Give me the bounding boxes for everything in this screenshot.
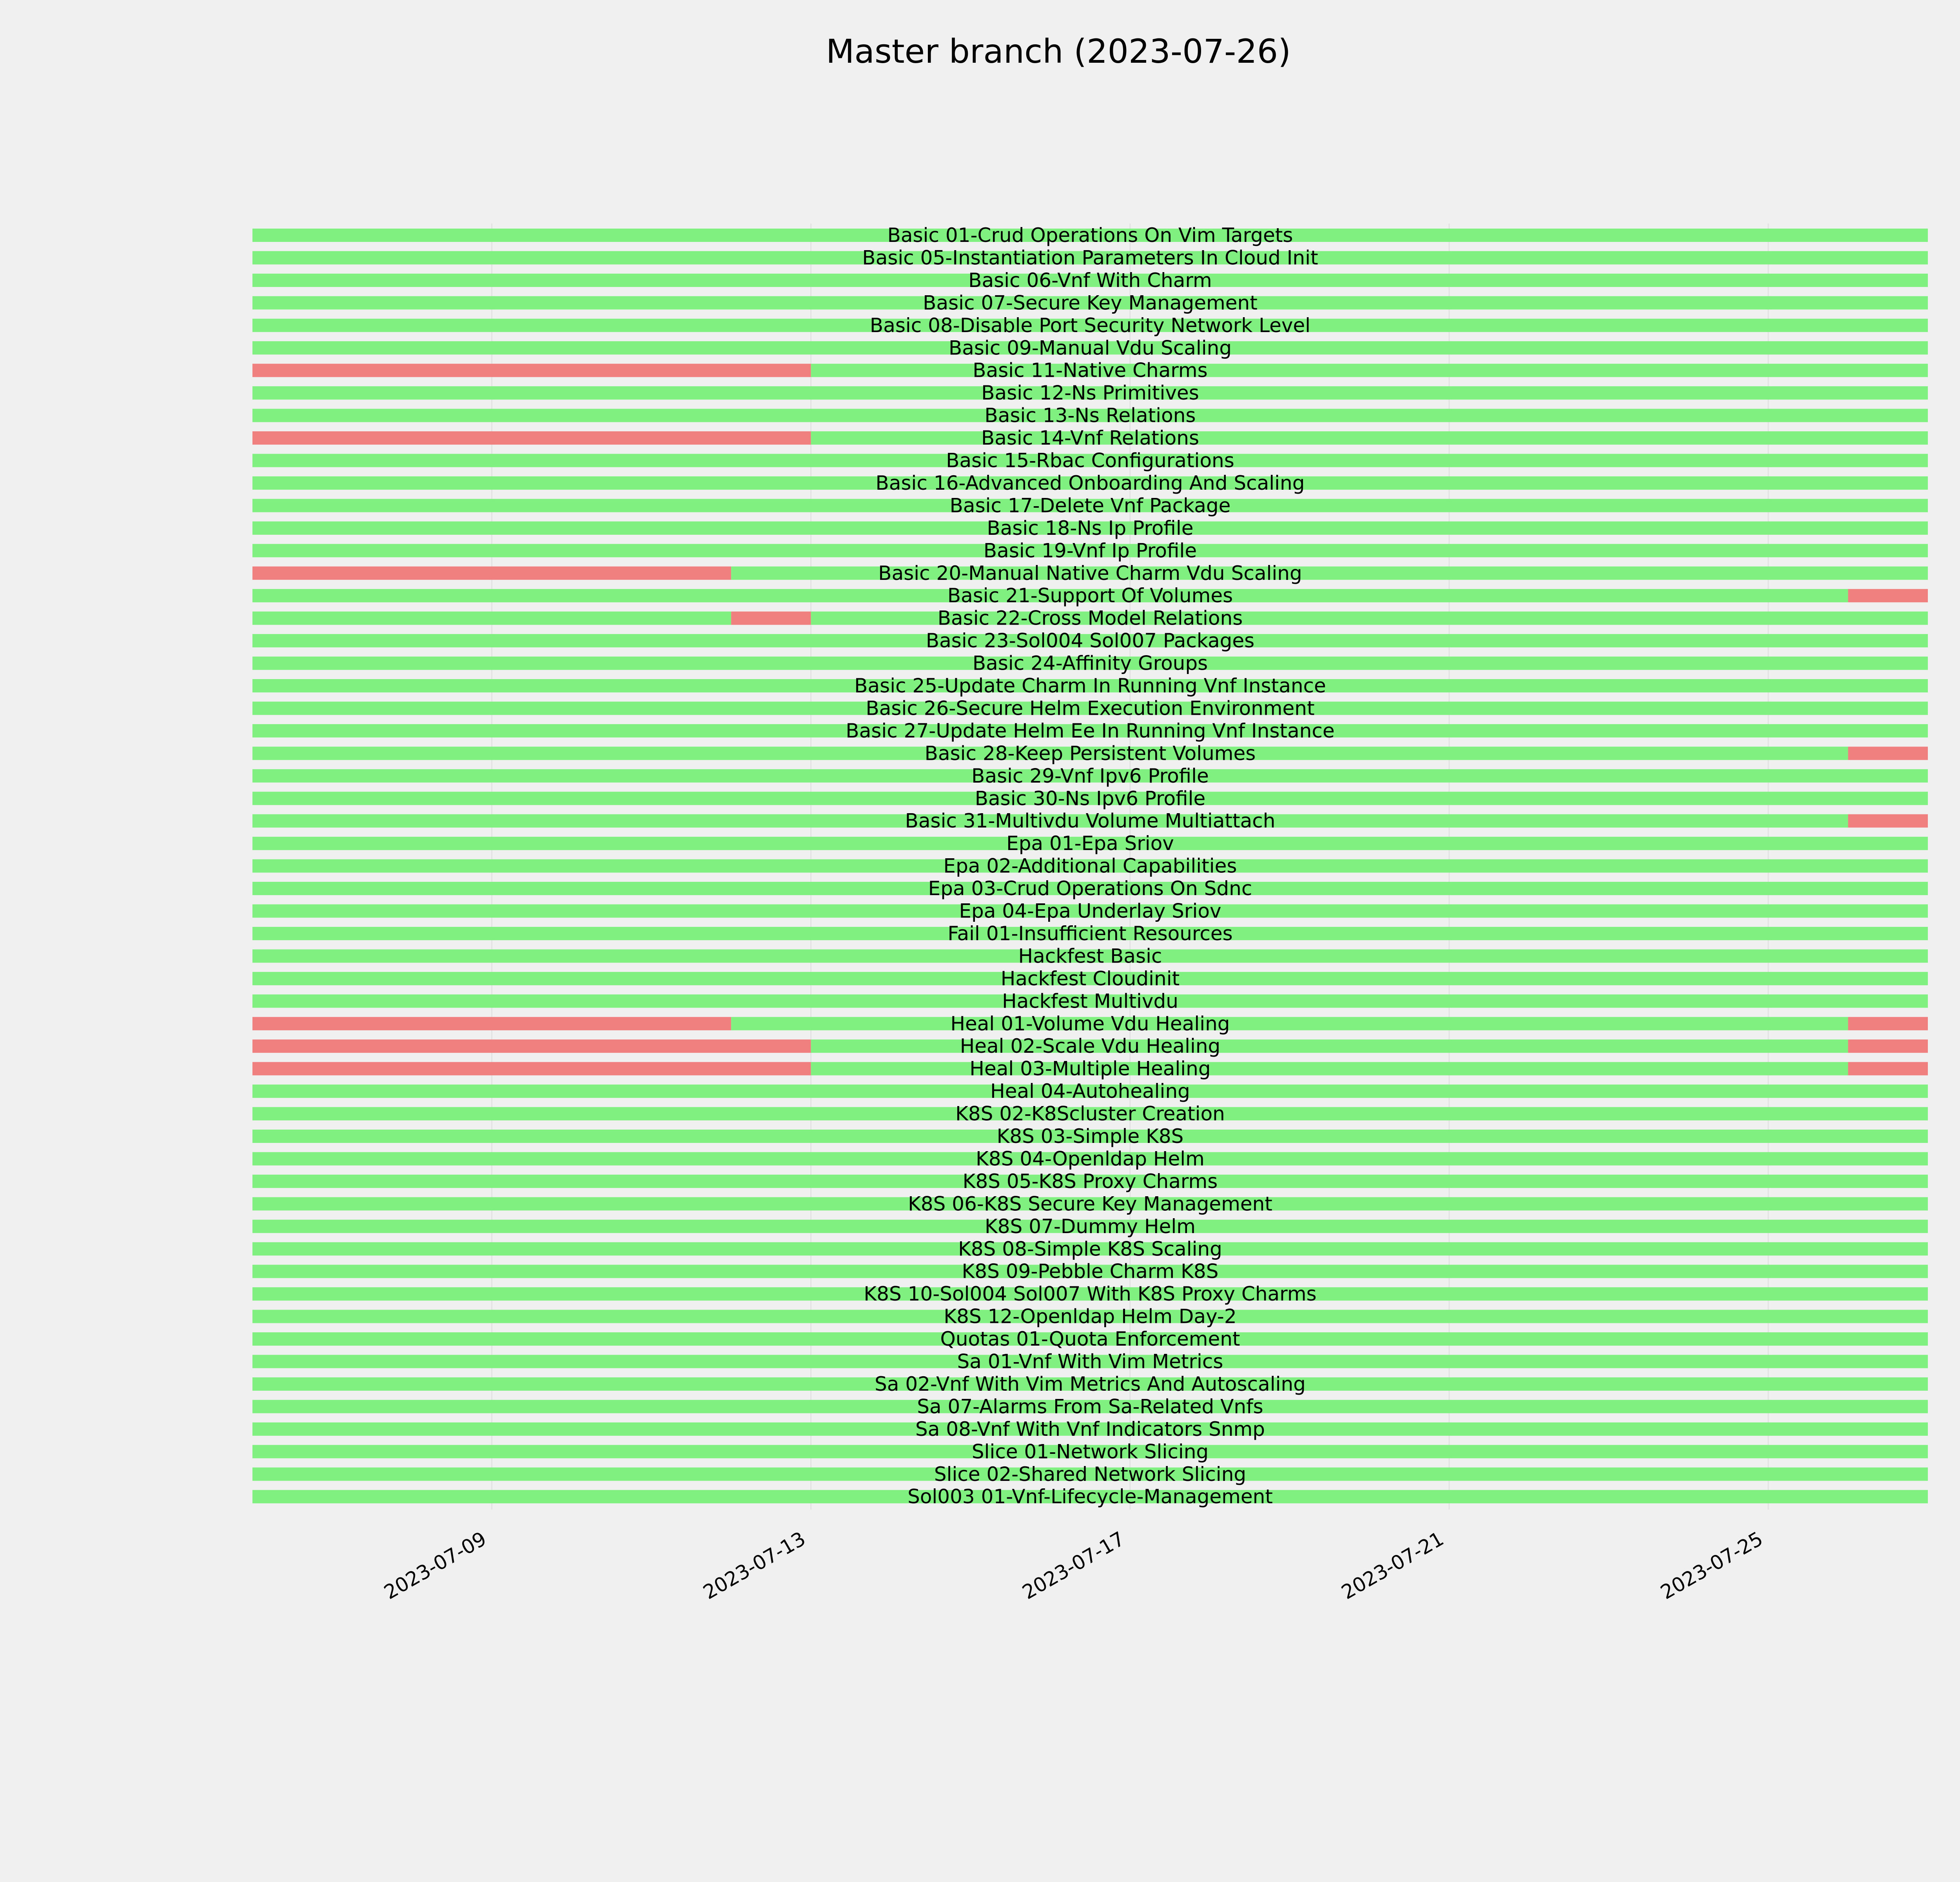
row-label: Basic 24-Affinity Groups xyxy=(972,652,1208,675)
row-label: Basic 30-Ns Ipv6 Profile xyxy=(975,787,1206,810)
row-label: Basic 17-Delete Vnf Package xyxy=(949,494,1231,517)
row-label: Basic 05-Instantiation Parameters In Cloud Init xyxy=(862,246,1318,269)
row-label: Epa 04-Epa Underlay Sriov xyxy=(959,899,1221,923)
row-label: Sa 02-Vnf With Vim Metrics And Autoscaling xyxy=(875,1372,1306,1395)
row-label: Heal 04-Autohealing xyxy=(990,1080,1190,1103)
bar-fail xyxy=(1848,1017,1928,1030)
row-label: Basic 06-Vnf With Charm xyxy=(968,269,1212,292)
row-label: K8S 10-Sol004 Sol007 With K8S Proxy Charms xyxy=(864,1283,1317,1306)
row-label: Basic 16-Advanced Onboarding And Scaling xyxy=(875,471,1305,494)
row-label: K8S 08-Simple K8S Scaling xyxy=(958,1237,1222,1261)
row-label: Basic 26-Secure Helm Execution Environment xyxy=(866,697,1315,720)
row-label: Hackfest Cloudinit xyxy=(1000,967,1180,990)
row-label: Basic 22-Cross Model Relations xyxy=(937,607,1243,630)
bar-pass xyxy=(731,1017,1848,1030)
x-tick-label: 2023-07-09 xyxy=(380,1527,490,1604)
row-label: Epa 03-Crud Operations On Sdnc xyxy=(928,877,1252,900)
row-label: Epa 01-Epa Sriov xyxy=(1006,832,1174,855)
row-label: Basic 14-Vnf Relations xyxy=(981,427,1200,450)
row-label: Basic 19-Vnf Ip Profile xyxy=(983,539,1197,562)
row-label: Basic 15-Rbac Configurations xyxy=(946,449,1234,472)
row-label: Basic 11-Native Charms xyxy=(973,359,1208,382)
row-label: K8S 04-Openldap Helm xyxy=(976,1147,1205,1170)
bar-fail xyxy=(252,1017,731,1030)
row-label: K8S 02-K8Scluster Creation xyxy=(955,1102,1225,1125)
row-label: Sa 01-Vnf With Vim Metrics xyxy=(957,1350,1223,1373)
bar-fail xyxy=(252,1039,811,1053)
row-label: K8S 12-Openldap Helm Day-2 xyxy=(944,1305,1237,1328)
row-label: Sa 08-Vnf With Vnf Indicators Snmp xyxy=(915,1417,1265,1441)
bar-fail xyxy=(252,1062,811,1075)
row-label: Hackfest Basic xyxy=(1018,945,1162,968)
row-label: Basic 28-Keep Persistent Volumes xyxy=(924,742,1256,765)
x-axis-ticks xyxy=(380,1527,1767,1604)
row-label: Slice 01-Network Slicing xyxy=(971,1440,1209,1463)
bar-pass xyxy=(811,431,1928,445)
row-label: Fail 01-Insufficient Resources xyxy=(947,922,1233,945)
row-label: Epa 02-Additional Capabilities xyxy=(943,854,1237,877)
bar-fail xyxy=(252,567,731,580)
row-label: Hackfest Multivdu xyxy=(1002,990,1178,1013)
x-tick-label: 2023-07-13 xyxy=(699,1527,809,1604)
bar-pass xyxy=(811,1062,1848,1075)
row-label: Basic 07-Secure Key Management xyxy=(923,291,1258,314)
bar-fail xyxy=(1848,747,1928,760)
row-label: Basic 13-Ns Relations xyxy=(984,404,1196,427)
row-label: Heal 02-Scale Vdu Healing xyxy=(960,1035,1221,1058)
row-label: Basic 21-Support Of Volumes xyxy=(947,584,1233,607)
x-tick-label: 2023-07-21 xyxy=(1338,1527,1448,1604)
row-label: Sa 07-Alarms From Sa-Related Vnfs xyxy=(917,1395,1263,1418)
row-label: Basic 12-Ns Primitives xyxy=(981,381,1199,405)
bar-fail xyxy=(1848,814,1928,828)
bar-fail xyxy=(1848,1039,1928,1053)
x-tick-label: 2023-07-25 xyxy=(1657,1527,1767,1604)
row-label: Quotas 01-Quota Enforcement xyxy=(940,1328,1240,1351)
row-label: Heal 03-Multiple Healing xyxy=(969,1057,1211,1080)
row-label: Basic 25-Update Charm In Running Vnf Instance xyxy=(854,674,1326,697)
row-label: K8S 03-Simple K8S xyxy=(996,1125,1184,1148)
bar-fail xyxy=(731,612,811,625)
row-label: K8S 07-Dummy Helm xyxy=(985,1215,1196,1238)
row-label: K8S 06-K8S Secure Key Management xyxy=(908,1192,1272,1215)
row-label: Basic 09-Manual Vdu Scaling xyxy=(948,336,1232,360)
bar-fail xyxy=(252,431,811,445)
row-label: Sol003 01-Vnf-Lifecycle-Management xyxy=(907,1485,1273,1508)
row-label: Basic 01-Crud Operations On Vim Targets xyxy=(887,224,1293,247)
row-label: K8S 05-K8S Proxy Charms xyxy=(962,1170,1218,1193)
row-label: Basic 27-Update Helm Ee In Running Vnf Instance xyxy=(846,719,1335,742)
chart-title: Master branch (2023-07-26) xyxy=(826,32,1291,71)
row-label: Basic 20-Manual Native Charm Vdu Scaling xyxy=(878,561,1302,585)
row-label: Basic 18-Ns Ip Profile xyxy=(987,516,1194,540)
bar-pass xyxy=(252,612,731,625)
bar-fail xyxy=(1848,1062,1928,1075)
bar-fail xyxy=(1848,589,1928,602)
x-tick-label: 2023-07-17 xyxy=(1018,1527,1129,1604)
row-label: Slice 02-Shared Network Slicing xyxy=(934,1462,1247,1486)
bar-fail xyxy=(252,364,811,377)
row-label: K8S 09-Pebble Charm K8S xyxy=(962,1260,1219,1283)
row-label: Basic 23-Sol004 Sol007 Packages xyxy=(926,629,1255,652)
row-label: Basic 08-Disable Port Security Network Level xyxy=(869,314,1311,337)
row-label: Basic 29-Vnf Ipv6 Profile xyxy=(971,764,1209,787)
row-label: Basic 31-Multivdu Volume Multiattach xyxy=(905,809,1276,832)
row-label: Heal 01-Volume Vdu Healing xyxy=(950,1012,1230,1035)
